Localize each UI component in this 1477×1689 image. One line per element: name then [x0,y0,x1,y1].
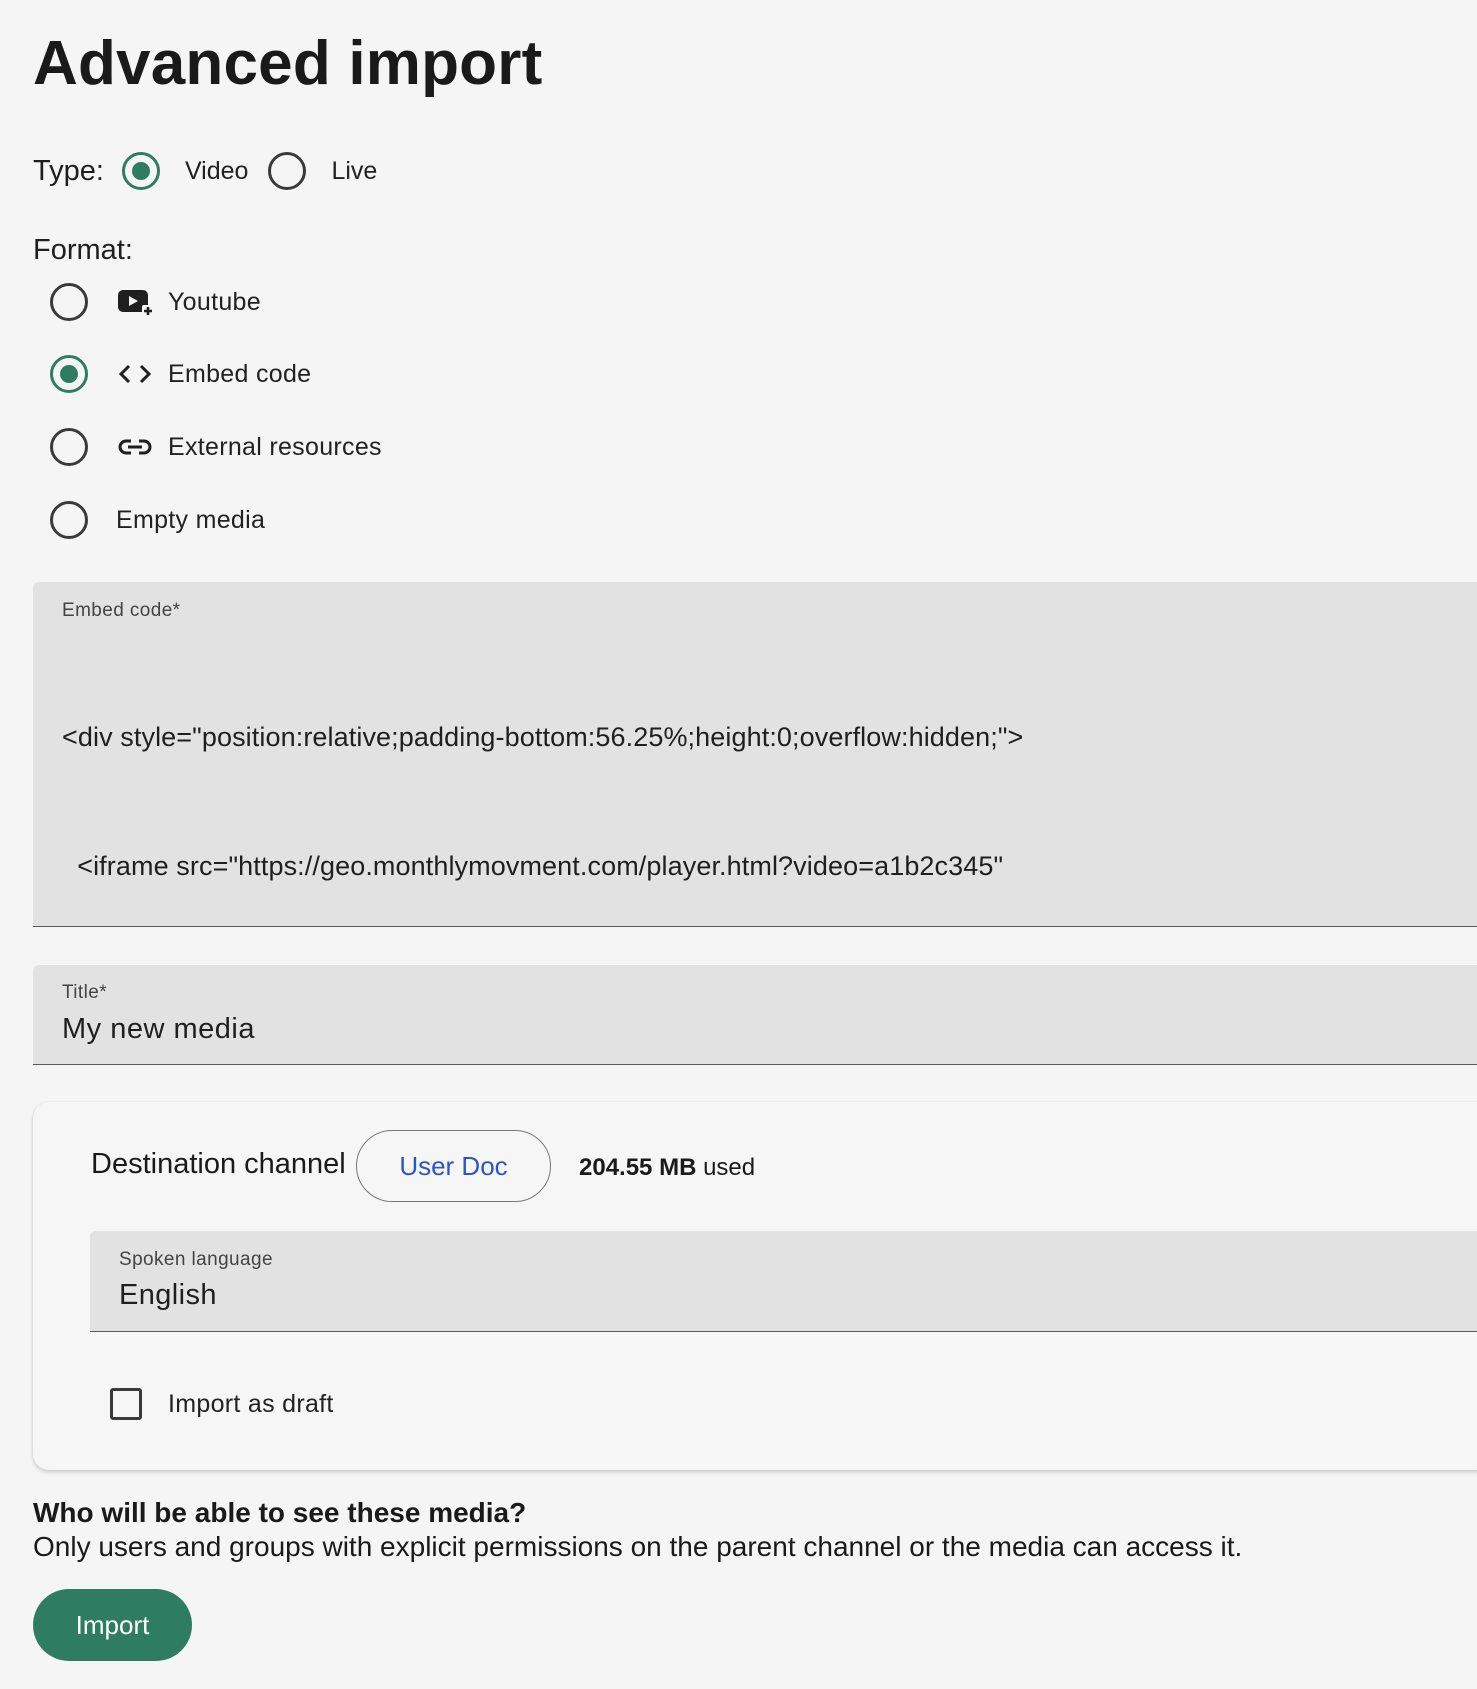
youtube-add-icon [116,287,154,317]
link-icon [116,432,154,462]
import-as-draft-checkbox[interactable] [110,1388,142,1420]
embed-code-field[interactable] [33,582,1477,927]
format-embed-radio[interactable] [50,355,88,393]
type-live-label[interactable]: Live [331,156,378,185]
format-option-empty-media[interactable] [50,500,265,540]
storage-usage-amount: 204.55 MB [579,1154,697,1181]
format-youtube-radio[interactable] [50,283,88,321]
storage-usage [579,1154,755,1182]
format-external-label[interactable]: External resources [168,432,382,461]
format-external-radio[interactable] [50,428,88,466]
spoken-language-label: Spoken language [119,1249,273,1270]
title-field[interactable] [33,965,1477,1065]
code-brackets-icon [116,359,154,389]
destination-channel-label: Destination channel [91,1148,346,1180]
spoken-language-select[interactable] [90,1231,1477,1332]
destination-channel-button[interactable]: User Doc [356,1130,551,1202]
visibility-heading: Who will be able to see these media? [33,1497,527,1528]
spoken-language-value[interactable]: English [119,1279,217,1311]
import-as-draft-row[interactable] [110,1388,334,1420]
title-field-label: Title* [62,982,107,1003]
type-video-radio[interactable] [122,152,160,190]
type-live-radio[interactable] [268,152,306,190]
page-title: Advanced import [33,29,543,98]
storage-usage-suffix: used [696,1154,756,1181]
import-as-draft-label[interactable]: Import as draft [168,1389,334,1418]
type-radio-group [33,148,397,194]
embed-code-textarea[interactable] [62,630,1293,927]
visibility-text: Only users and groups with explicit permissions on the parent channel or the media can access it. [33,1531,1243,1562]
format-empty-radio[interactable] [50,501,88,539]
type-label: Type: [33,154,104,187]
import-button[interactable]: Import [33,1589,192,1661]
format-empty-label[interactable]: Empty media [116,505,266,534]
embed-code-line: <div style="position:relative;padding-bottom:56.25%;height:0;overflow:hidden;"> [62,722,1024,752]
format-embed-label[interactable]: Embed code [168,359,312,388]
format-option-youtube[interactable] [50,282,261,322]
embed-code-line: <iframe src="https://geo.monthlymovment.com/player.html?video=a1b2c345" [62,851,1004,881]
format-option-external-resources[interactable] [50,427,382,467]
format-youtube-label[interactable]: Youtube [168,287,261,316]
embed-code-label: Embed code* [62,600,181,621]
type-video-label[interactable]: Video [184,156,249,185]
title-input[interactable]: My new media [62,1013,255,1045]
format-option-embed-code[interactable] [50,354,311,394]
format-label: Format: [33,234,133,266]
destination-card [33,1102,1477,1470]
